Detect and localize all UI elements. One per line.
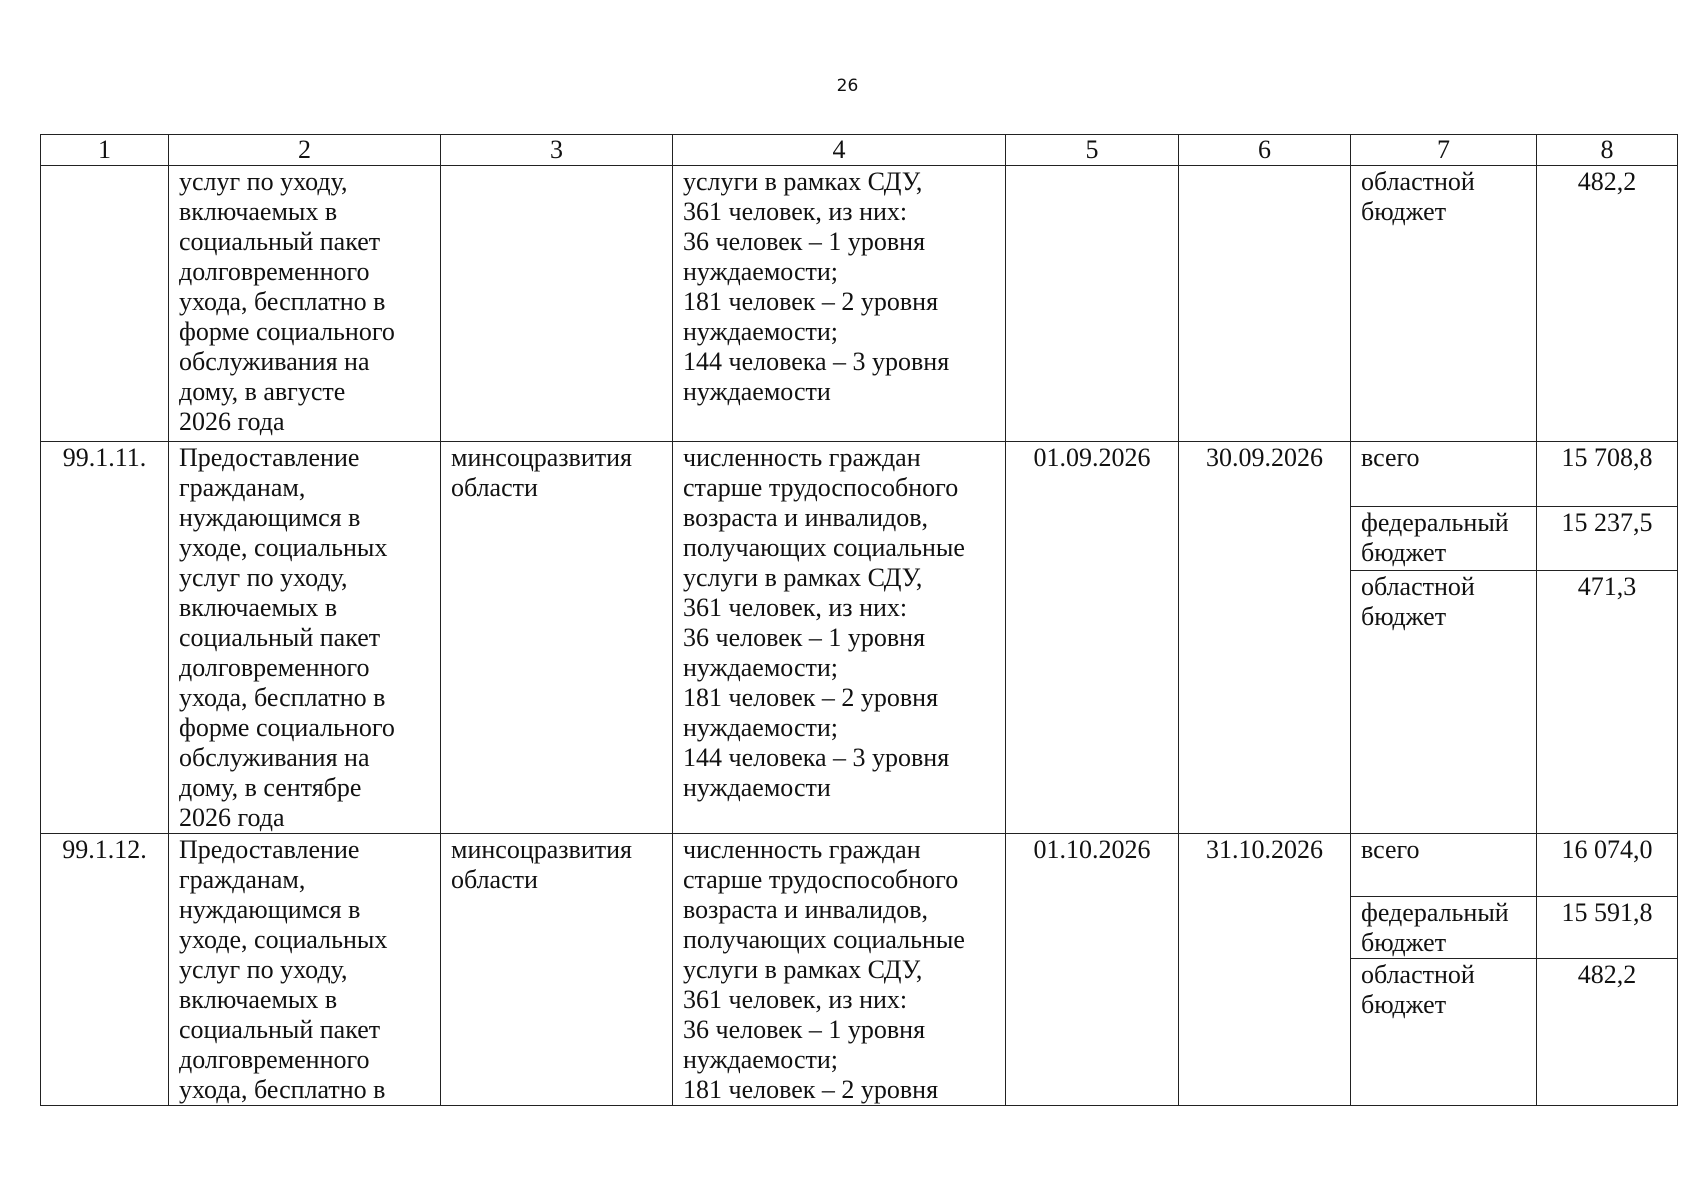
funding-source-cell: областной бюджет <box>1351 959 1537 1106</box>
funding-source-cell: областной бюджет <box>1351 570 1537 833</box>
end-date-cell: 31.10.2026 <box>1179 834 1351 1106</box>
column-header: 3 <box>441 135 673 166</box>
funding-amount-cell: 482,2 <box>1537 166 1678 442</box>
indicator-cell: численность граждан старше трудоспособного возраста и инвалидов, получающих социальные услуги в рамках СДУ, 361 человек, из них: 36 человек – 1 уровня нуждаемости; 181 человек – 2 уровня нуждаемости; 144 человека – 3 уровня нуждаемости <box>673 442 1006 834</box>
column-header: 5 <box>1006 135 1179 166</box>
row-number-cell: 99.1.11. <box>41 442 169 834</box>
start-date-cell: 01.09.2026 <box>1006 442 1179 834</box>
activity-text-cell: Предоставление гражданам, нуждающимся в уходе, социальных услуг по уходу, включаемых в социальный пакет долговременного ухода, бесплатно в форме социального обслуживания на дому, в сентябре 2026 года <box>169 442 441 834</box>
column-header: 2 <box>169 135 441 166</box>
funding-amount-cell: 15 708,8 <box>1537 442 1678 507</box>
row-number-cell: 99.1.12. <box>41 834 169 1106</box>
table-row <box>41 442 1678 507</box>
funding-source-cell: областной бюджет <box>1351 166 1537 442</box>
funding-amount-cell: 16 074,0 <box>1537 834 1678 897</box>
activity-text-cell: услуг по уходу, включаемых в социальный пакет долговременного ухода, бесплатно в форме социального обслуживания на дому, в августе 2026 года <box>169 166 441 442</box>
indicator-cell: услуги в рамках СДУ, 361 человек, из них: 36 человек – 1 уровня нуждаемости; 181 человек – 2 уровня нуждаемости; 144 человека – 3 уровня нуждаемости <box>673 166 1006 442</box>
column-header: 1 <box>41 135 169 166</box>
indicator-cell: численность граждан старше трудоспособного возраста и инвалидов, получающих социальные услуги в рамках СДУ, 361 человек, из них: 36 человек – 1 уровня нуждаемости; 181 человек – 2 уровня <box>673 834 1006 1106</box>
activities-table <box>40 134 1678 1106</box>
table-row <box>41 834 1678 897</box>
funding-source-cell: федеральный бюджет <box>1351 897 1537 959</box>
start-date-cell <box>1006 166 1179 442</box>
funding-amount-cell: 482,2 <box>1537 959 1678 1106</box>
page-number: 26 <box>836 76 859 96</box>
end-date-cell <box>1179 166 1351 442</box>
funding-amount-cell: 471,3 <box>1537 570 1678 833</box>
row-number-cell <box>41 166 169 442</box>
column-header: 6 <box>1179 135 1351 166</box>
executor-cell: минсоцразвития области <box>441 834 673 1106</box>
column-number-row <box>41 135 1678 166</box>
funding-amount-cell: 15 591,8 <box>1537 897 1678 959</box>
column-header: 8 <box>1537 135 1678 166</box>
executor-cell <box>441 166 673 442</box>
activity-text-cell: Предоставление гражданам, нуждающимся в уходе, социальных услуг по уходу, включаемых в социальный пакет долговременного ухода, бесплатно в <box>169 834 441 1106</box>
executor-cell: минсоцразвития области <box>441 442 673 834</box>
continued-row <box>41 166 1678 442</box>
funding-source-cell: всего <box>1351 834 1537 897</box>
funding-source-cell: федеральный бюджет <box>1351 506 1537 570</box>
funding-source-cell: всего <box>1351 442 1537 507</box>
start-date-cell: 01.10.2026 <box>1006 834 1179 1106</box>
funding-amount-cell: 15 237,5 <box>1537 506 1678 570</box>
column-header: 7 <box>1351 135 1537 166</box>
end-date-cell: 30.09.2026 <box>1179 442 1351 834</box>
column-header: 4 <box>673 135 1006 166</box>
